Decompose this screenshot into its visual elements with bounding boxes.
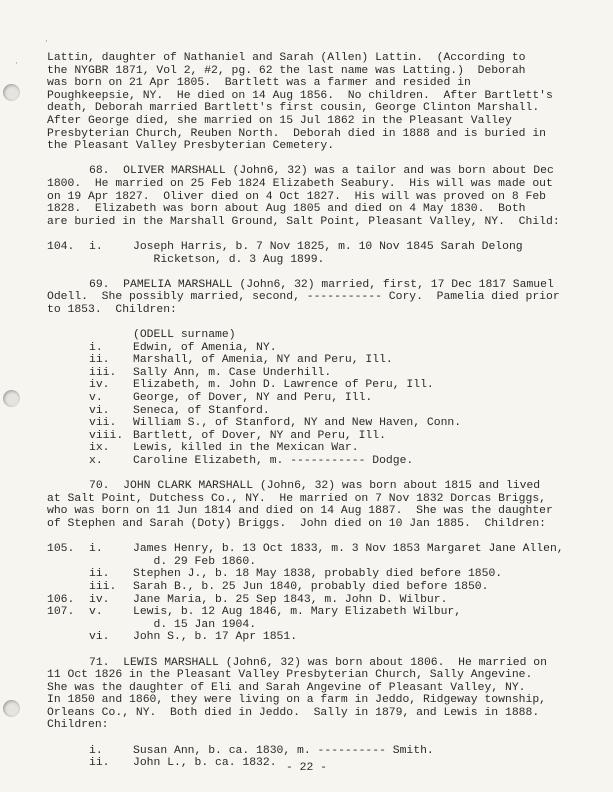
child-numeral: viii. bbox=[89, 429, 124, 442]
child-numeral: v. bbox=[89, 392, 103, 405]
text-line: 71. LEWIS MARSHALL (John6, 32) was born about 1806. He married on bbox=[89, 656, 547, 669]
text-line: the NYGBR 1871, Vol 2, #2, pg. 62 the last name was Latting.) Deborah bbox=[47, 64, 526, 77]
child-text: James Henry, b. 13 Oct 1833, m. 3 Nov 1853 Margaret Jane Allen, bbox=[133, 543, 564, 556]
text-line: 70. JOHN CLARK MARSHALL (John6, 32) was born about 1815 and lived bbox=[89, 480, 541, 493]
text-line: Odell. She possibly married, second, ----------- Cory. Pamelia died prior bbox=[47, 291, 560, 304]
text-line: In 1850 and 1860, they were living on a farm in Jeddo, Ridgeway township, bbox=[47, 694, 546, 707]
margin-speck: · bbox=[44, 37, 49, 46]
child-entry bbox=[47, 581, 599, 594]
text-line: 11 Oct 1826 in the Pleasant Valley Presbyterian Church, Sally Angevine. bbox=[47, 669, 533, 682]
child-text: Caroline Elizabeth, m. ----------- Dodge. bbox=[133, 455, 414, 467]
child-numeral: ii. bbox=[89, 757, 110, 770]
child-text-continued: d. 29 Feb 1860. bbox=[133, 555, 257, 568]
text-line: the Pleasant Valley Presbyterian Cemetery. bbox=[47, 140, 335, 153]
child-numeral: vi. bbox=[89, 404, 110, 417]
child-numeral: x. bbox=[89, 455, 103, 467]
children-list-70 bbox=[47, 543, 599, 644]
text-line: to 1853. Children: bbox=[47, 303, 177, 316]
paragraph-68-oliver-marshall bbox=[47, 165, 599, 228]
child-entry bbox=[47, 442, 599, 455]
paragraph-69-pamelia-marshall bbox=[47, 279, 599, 317]
child-text-continued: Ricketson, d. 3 Aug 1899. bbox=[133, 253, 325, 266]
text-line: After George died, she married on 15 Jul 1862 in the Pleasant Valley bbox=[47, 114, 512, 127]
child-numeral: vi. bbox=[89, 631, 110, 644]
child-text: Joseph Harris, b. 7 Nov 1825, m. 10 Nov 1845 Sarah Delong bbox=[133, 240, 523, 253]
binder-hole-bottom bbox=[3, 700, 20, 717]
child-text: Seneca, of Stanford. bbox=[133, 404, 270, 417]
child-text: Sally Ann, m. Case Underhill. bbox=[133, 366, 332, 379]
text-line: who was born on 11 Jun 1814 and died on 14 Aug 1887. She was the daughter bbox=[47, 505, 553, 518]
text-line: are buried in the Marshall Ground, Salt Point, Pleasant Valley, NY. Child: bbox=[47, 215, 560, 228]
child-text: Bartlett, of Dover, NY and Peru, Ill. bbox=[133, 429, 386, 442]
child-entry bbox=[47, 241, 599, 254]
child-numeral: i. bbox=[89, 543, 103, 556]
text-line: Orleans Co., NY. Both died in Jeddo. Sally in 1879, and Lewis in 1888. bbox=[47, 706, 540, 719]
binder-hole-top bbox=[3, 84, 20, 101]
text-line: 1828. Elizabeth was born about Aug 1805 and died on 4 May 1830. Both bbox=[47, 203, 526, 216]
entry-number: 106. bbox=[47, 593, 75, 606]
paragraph-71-lewis-marshall bbox=[47, 657, 599, 733]
text-line: 68. OLIVER MARSHALL (John6, 32) was a tailor and was born about Dec bbox=[89, 165, 554, 178]
child-entry bbox=[47, 367, 599, 380]
child-entry bbox=[47, 606, 599, 619]
child-entry bbox=[47, 455, 599, 468]
child-numeral: i. bbox=[89, 341, 103, 354]
child-text: George, of Dover, NY and Peru, Ill. bbox=[133, 392, 373, 405]
text-line: She was the daughter of Eli and Sarah Angevine of Pleasant Valley, NY. bbox=[47, 681, 526, 694]
intro-paragraph bbox=[47, 52, 599, 153]
child-text: William S., of Stanford, NY and New Haven, Conn. bbox=[133, 417, 462, 430]
child-numeral: iv. bbox=[89, 593, 110, 606]
child-numeral: iii. bbox=[89, 580, 117, 593]
text-line: 1800. He married on 25 Feb 1824 Elizabeth Seabury. His will was made out bbox=[47, 177, 553, 190]
text-line: Lattin, daughter of Nathaniel and Sarah (Allen) Lattin. (According to bbox=[47, 52, 526, 64]
children-list-68 bbox=[47, 241, 599, 266]
text-line: Poughkeepsie, NY. He died on 14 Aug 1856. No children. After Bartlett's bbox=[47, 89, 553, 102]
entry-number: 104. bbox=[47, 240, 75, 253]
binder-hole-middle bbox=[3, 390, 20, 407]
entry-number: 105. bbox=[47, 543, 75, 556]
child-entry bbox=[47, 379, 599, 392]
child-numeral: i. bbox=[89, 240, 103, 253]
margin-speck: · bbox=[14, 59, 19, 68]
child-entry bbox=[47, 417, 599, 430]
document-page bbox=[47, 52, 599, 770]
child-entry bbox=[47, 543, 599, 556]
child-numeral: vii. bbox=[89, 417, 117, 430]
child-text: John S., b. 17 Apr 1851. bbox=[133, 631, 298, 644]
child-numeral: i. bbox=[89, 744, 103, 757]
child-entry bbox=[47, 568, 599, 581]
child-numeral: ix. bbox=[89, 442, 110, 455]
text-line: death, Deborah married Bartlett's first cousin, George Clinton Marshall. bbox=[47, 102, 540, 115]
child-entry bbox=[47, 594, 599, 607]
entry-number: 107. bbox=[47, 606, 75, 619]
entry-number bbox=[47, 581, 89, 594]
child-numeral: iii. bbox=[89, 366, 117, 379]
child-numeral: ii. bbox=[89, 354, 110, 367]
child-entry bbox=[47, 405, 599, 418]
child-text: Elizabeth, m. John D. Lawrence of Peru, Ill. bbox=[133, 379, 434, 392]
child-text: Stephen J., b. 18 May 1838, probably died before 1850. bbox=[133, 568, 503, 581]
child-entry bbox=[47, 430, 599, 443]
child-text: Edwin, of Amenia, NY. bbox=[133, 341, 277, 354]
text-line: Presbyterian Church, Reuben North. Deborah died in 1888 and is buried in bbox=[47, 127, 546, 140]
child-entry bbox=[47, 631, 599, 644]
text-line: at Salt Point, Dutchess Co., NY. He married on 7 Nov 1832 Dorcas Briggs, bbox=[47, 492, 546, 505]
child-text: Jane Maria, b. 25 Sep 1843, m. John D. Wilbur. bbox=[133, 593, 448, 606]
paragraph-70-john-clark-marshall bbox=[47, 480, 599, 530]
child-text-continued: d. 15 Jan 1904. bbox=[133, 618, 257, 631]
child-numeral: iv. bbox=[89, 379, 110, 392]
text-line: 69. PAMELIA MARSHALL (John6, 32) married, first, 17 Dec 1817 Samuel bbox=[89, 278, 554, 291]
text-line: Children: bbox=[47, 719, 109, 732]
entry-number bbox=[47, 568, 89, 581]
child-text: Sarah B., b. 25 Jun 1840, probably died before 1850. bbox=[133, 580, 489, 593]
child-entry bbox=[47, 392, 599, 405]
surname-heading: (ODELL surname) bbox=[133, 329, 236, 342]
child-entry bbox=[47, 342, 599, 355]
text-line: of Stephen and Sarah (Doty) Briggs. John died on 10 Jan 1885. Children: bbox=[47, 517, 546, 530]
child-text: Lewis, killed in the Mexican War. bbox=[133, 442, 359, 455]
entry-number bbox=[47, 631, 89, 644]
child-entry bbox=[47, 745, 599, 758]
child-text: Lewis, b. 12 Aug 1846, m. Mary Elizabeth Wilbur, bbox=[133, 606, 462, 619]
child-numeral: ii. bbox=[89, 568, 110, 581]
page-number: - 22 - bbox=[285, 762, 327, 774]
child-text: Susan Ann, b. ca. 1830, m. ---------- Smith. bbox=[133, 744, 434, 757]
child-text: John L., b. ca. 1832. bbox=[133, 757, 277, 770]
text-line: was born on 21 Apr 1805. Bartlett was a farmer and resided in bbox=[47, 77, 471, 90]
child-entry bbox=[47, 354, 599, 367]
text-line: on 19 Apr 1827. Oliver died on 4 Oct 1827. His will was proved on 8 Feb bbox=[47, 190, 546, 203]
child-text: Marshall, of Amenia, NY and Peru, Ill. bbox=[133, 354, 393, 367]
child-numeral: v. bbox=[89, 606, 103, 619]
children-list-69 bbox=[47, 329, 599, 468]
